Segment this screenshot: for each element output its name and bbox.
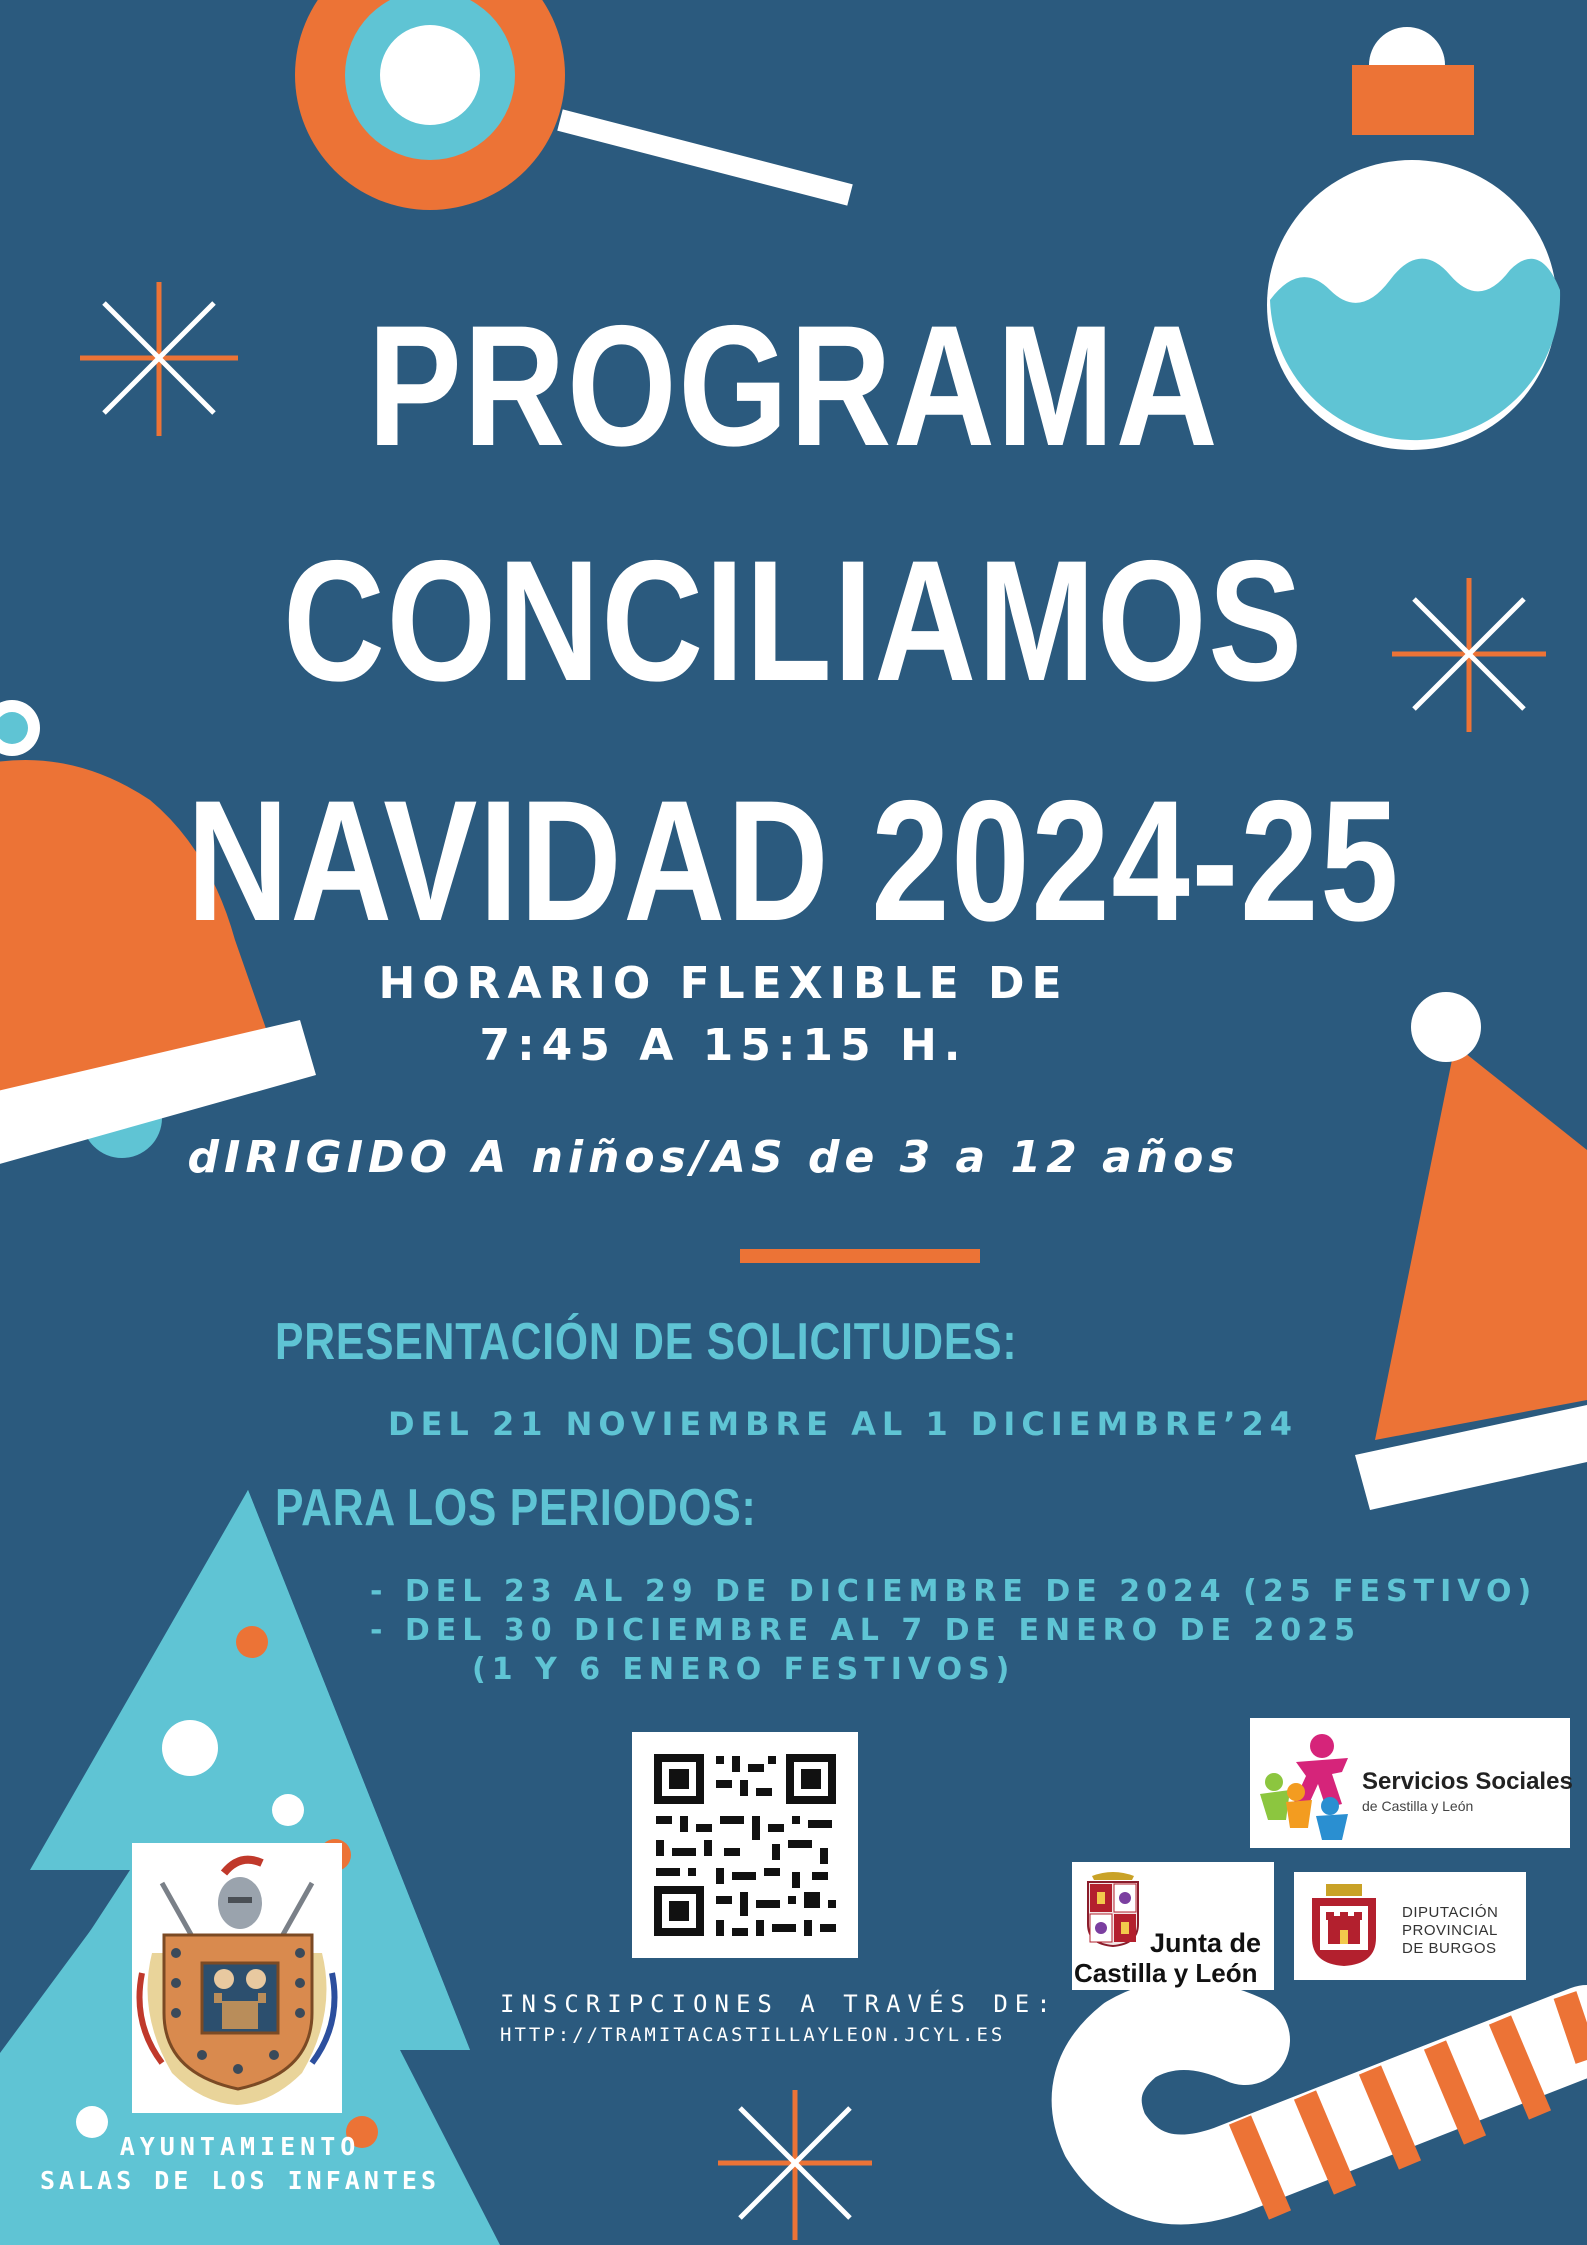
schedule-line-1: HORARIO FLEXIBLE DE [378,958,1069,1009]
diputacion-shield-icon [1304,1884,1384,1968]
qr-code-icon [632,1732,858,1958]
qr-code[interactable] [632,1732,858,1958]
title-line-3: NAVIDAD 2024-25 [186,765,1401,957]
period-item-2-note: (1 Y 6 ENERO FESTIVOS) [472,1652,1016,1687]
schedule-line-2: 7:45 A 15:15 H. [479,1020,968,1071]
junta-line-1: Junta de [1150,1928,1262,1958]
periods-heading: PARA LOS PERIODOS: [275,1479,757,1537]
people-figures-icon [1256,1732,1366,1842]
servicios-sociales-logo [1250,1718,1573,1848]
town-line-2: SALAS DE LOS INFANTES [39,2166,441,2195]
target-audience: dIRIGIDO A niños/AS de 3 a 12 años [187,1132,1240,1183]
lollipop-icon [295,0,850,210]
servicios-sociales-subtitle: de Castilla y León [1362,1798,1474,1814]
registration-url[interactable]: HTTP://TRAMITACASTILLAYLEON.JCYL.ES [500,2024,1006,2046]
applications-heading: PRESENTACIÓN DE SOLICITUDES: [275,1313,1018,1371]
registration-label: INSCRIPCIONES A TRAVÉS DE: [500,1990,1058,2018]
title-line-1: PROGRAMA [367,290,1220,482]
title-line-2: CONCILIAMOS [283,525,1304,717]
diputacion-line-2: PROVINCIAL [1402,1922,1498,1939]
town-line-1: AYUNTAMIENTO [119,2132,361,2161]
period-item-2: - DEL 30 DICIEMBRE AL 7 DE ENERO DE 2025 [370,1613,1361,1648]
diputacion-line-1: DIPUTACIÓN [1402,1904,1499,1921]
town-crest [132,1843,342,2113]
candy-cane-icon [1097,1995,1587,2215]
servicios-sociales-title: Servicios Sociales [1362,1768,1573,1795]
applications-dates: DEL 21 NOVIEMBRE AL 1 DICIEMBRE’24 [388,1405,1298,1443]
junta-logo [1072,1862,1274,1990]
diputacion-logo [1294,1872,1526,1980]
junta-line-2: Castilla y León [1074,1958,1258,1988]
coat-of-arms-icon [1082,1868,1144,1948]
diputacion-line-3: DE BURGOS [1402,1940,1497,1957]
sparkle-icon [718,2090,872,2240]
town-crest-icon [132,1843,342,2113]
divider [740,1249,980,1263]
period-item-1: - DEL 23 AL 29 DE DICIEMBRE DE 2024 (25 FESTIVO) [370,1574,1538,1609]
